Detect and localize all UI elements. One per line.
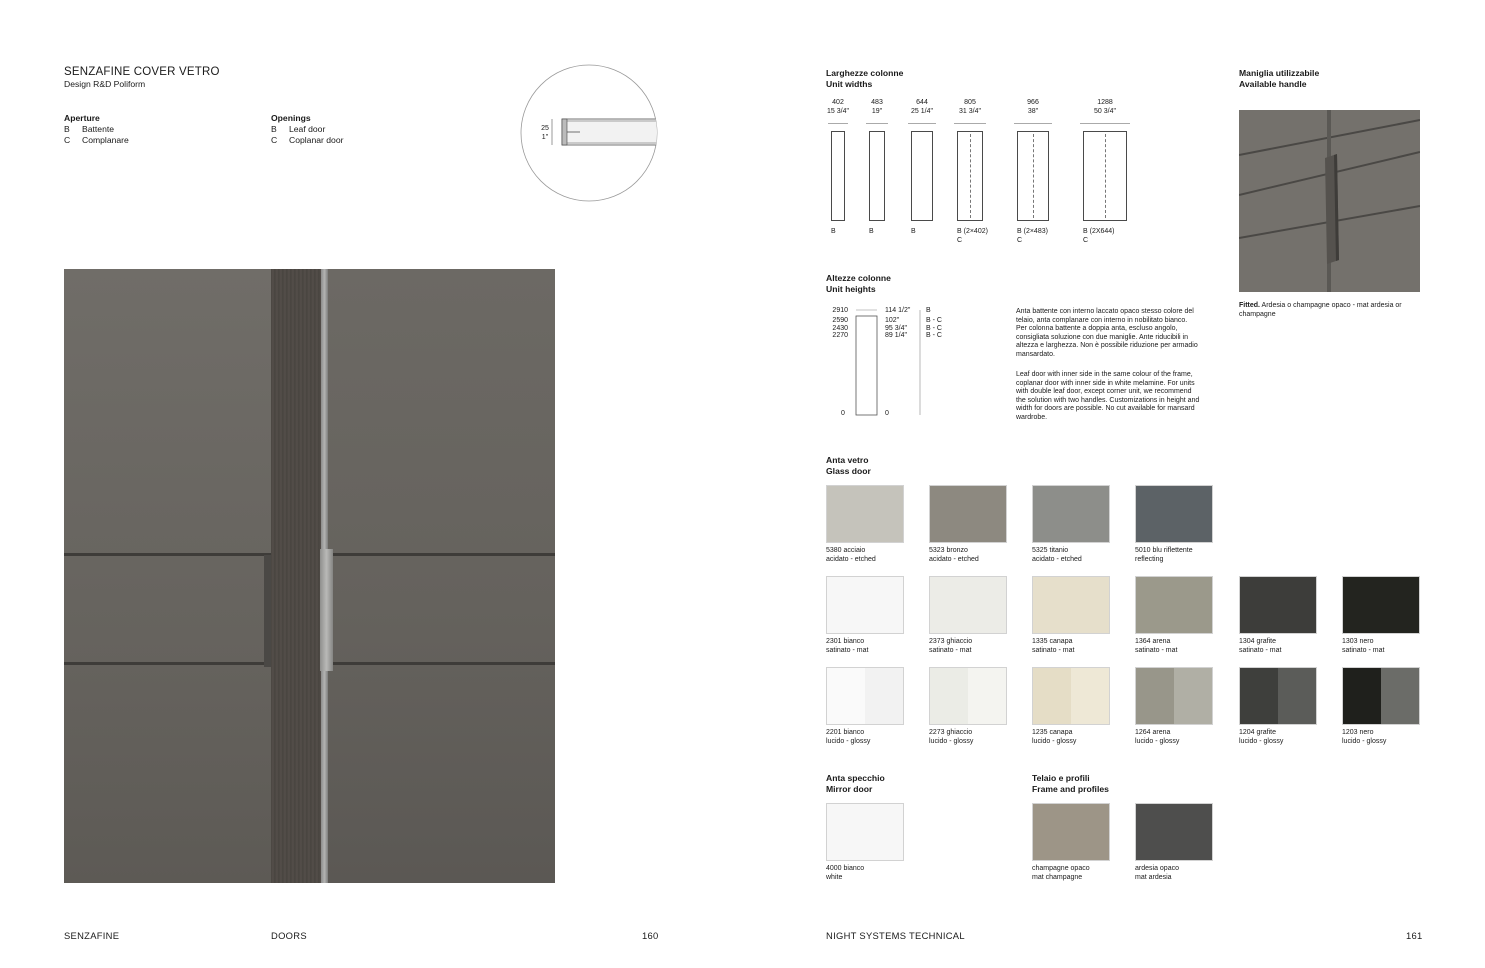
swatch-label-line2: satinato - mat xyxy=(826,646,869,654)
unit-width-inch: 15 3/4" xyxy=(827,107,849,115)
fabric-strip xyxy=(271,269,321,883)
mirror-door-heading: Anta specchio Mirror door xyxy=(826,773,885,794)
color-swatch xyxy=(826,485,904,543)
swatch-label xyxy=(1135,729,1231,746)
unit-code-primary: B (2×483) xyxy=(1017,228,1048,235)
swatch-label-line2: mat ardesia xyxy=(1135,873,1172,881)
handle-heading: Maniglia utilizzabile Available handle xyxy=(1239,68,1320,89)
unit-width-dimension xyxy=(899,99,945,116)
color-swatch xyxy=(1342,576,1420,634)
unit-width-mm: 805 xyxy=(964,99,976,106)
panel-groove xyxy=(328,553,555,556)
unit-widths-heading: Larghezze colonne Unit widths xyxy=(826,68,904,89)
color-swatch xyxy=(1032,485,1110,543)
unit-width-dimension xyxy=(1010,99,1056,116)
color-swatch xyxy=(929,667,1007,725)
panel-groove xyxy=(328,662,555,665)
unit-width-inch: 50 3/4" xyxy=(1094,107,1116,115)
door-split-line xyxy=(1105,134,1106,218)
height-mm-list: 2910 2590 2430 2270 xyxy=(832,307,848,339)
color-swatch xyxy=(1032,576,1110,634)
swatch-label-line1: 2201 bianco xyxy=(826,729,865,736)
swatch-label-line2: satinato - mat xyxy=(1342,646,1385,654)
swatch-label-line1: 2273 ghiaccio xyxy=(929,729,973,736)
dimension-line xyxy=(1080,123,1130,124)
color-swatch xyxy=(1032,667,1110,725)
unit-code-primary: B xyxy=(831,228,836,235)
height-zero-mm: 0 xyxy=(841,410,845,417)
footer-section: SENZAFINE xyxy=(64,930,120,941)
unit-code-secondary: C xyxy=(1017,236,1023,244)
openings-item: B Leaf door xyxy=(271,124,326,134)
door-handle xyxy=(320,549,333,671)
color-swatch xyxy=(1239,576,1317,634)
color-swatch xyxy=(1135,485,1213,543)
page-number: 160 xyxy=(642,930,659,941)
unit-width-dimension xyxy=(947,99,993,116)
swatch-label xyxy=(929,547,1025,564)
swatch-label-line1: 5380 acciaio xyxy=(826,547,866,554)
panel-groove xyxy=(64,662,271,665)
unit-opening-code xyxy=(831,228,836,237)
swatch-label-line1: 1364 arena xyxy=(1135,638,1171,645)
unit-column-drawing xyxy=(957,131,983,221)
glossy-swatch-half xyxy=(1033,668,1071,724)
unit-width-inch: 31 3/4" xyxy=(959,107,981,115)
swatch-label-line1: 1335 canapa xyxy=(1032,638,1073,645)
unit-code-primary: B (2X644) xyxy=(1083,228,1115,235)
swatch-label-line1: champagne opaco xyxy=(1032,865,1090,872)
handle-caption: Fitted. Ardesia o champagne opaco - mat ardesia or champagne xyxy=(1239,302,1402,318)
unit-opening-code xyxy=(911,228,916,237)
openings-heading: Openings xyxy=(271,113,311,123)
aperture-heading: Aperture xyxy=(64,113,100,123)
swatch-label-line2: lucido - glossy xyxy=(929,737,974,745)
color-swatch xyxy=(1135,803,1213,861)
swatch-label xyxy=(826,729,922,746)
design-credit: Design R&D Poliform xyxy=(64,79,146,89)
swatch-label-line2: acidato - etched xyxy=(929,555,979,563)
color-swatch xyxy=(1239,667,1317,725)
door-handle xyxy=(264,555,271,667)
unit-width-mm: 483 xyxy=(871,99,883,106)
swatch-label-line1: 5325 titanio xyxy=(1032,547,1069,554)
color-swatch xyxy=(1032,803,1110,861)
aperture-item: B Battente xyxy=(64,124,115,134)
dimension-line xyxy=(828,123,848,124)
swatch-label xyxy=(826,638,922,655)
aperture-item: C Complanare xyxy=(64,135,129,145)
unit-opening-code xyxy=(1017,228,1048,245)
height-zero-in: 0 xyxy=(885,410,889,417)
unit-width-mm: 644 xyxy=(916,99,928,106)
swatch-label-line1: 5323 bronzo xyxy=(929,547,968,554)
unit-column-drawing xyxy=(1083,131,1127,221)
height-inch-list: 114 1/2" 102" 95 3/4" 89 1/4" xyxy=(885,307,911,339)
swatch-label-line2: reflecting xyxy=(1135,555,1164,563)
dimension-line xyxy=(908,123,936,124)
aperture-list xyxy=(64,113,129,146)
color-swatch xyxy=(929,576,1007,634)
swatch-label xyxy=(929,729,1025,746)
swatch-label-line2: white xyxy=(826,873,843,881)
profile-detail-circle xyxy=(520,64,658,202)
swatch-label-line2: satinato - mat xyxy=(929,646,972,654)
swatch-label xyxy=(826,865,922,882)
footer-section: NIGHT SYSTEMS TECHNICAL xyxy=(826,930,965,941)
right-door-panel xyxy=(328,269,555,883)
height-code-list: B B - C B - C B - C xyxy=(926,307,942,339)
unit-code-primary: B xyxy=(911,228,916,235)
swatch-label-line2: lucido - glossy xyxy=(1032,737,1077,745)
swatch-label xyxy=(1135,638,1231,655)
swatch-label-line2: lucido - glossy xyxy=(826,737,871,745)
product-title: SENZAFINE COVER VETRO xyxy=(64,66,220,78)
unit-opening-code xyxy=(957,228,988,245)
swatch-label xyxy=(1239,729,1335,746)
unit-width-mm: 966 xyxy=(1027,99,1039,106)
color-swatch xyxy=(826,803,904,861)
swatch-label xyxy=(1239,638,1335,655)
product-photo xyxy=(64,269,555,883)
swatch-label-line1: 1203 nero xyxy=(1342,729,1374,736)
panel-groove xyxy=(64,553,271,556)
swatch-label-line2: acidato - etched xyxy=(1032,555,1082,563)
unit-column-drawing xyxy=(911,131,933,221)
unit-opening-code xyxy=(1083,228,1115,245)
swatch-label-line2: satinato - mat xyxy=(1032,646,1075,654)
swatch-label-line1: 1264 arena xyxy=(1135,729,1171,736)
swatch-label-line2: lucido - glossy xyxy=(1342,737,1387,745)
glossy-swatch-half xyxy=(930,668,968,724)
frame-heading: Telaio e profili Frame and profiles xyxy=(1032,773,1109,794)
glossy-swatch-half xyxy=(1240,668,1278,724)
swatch-label xyxy=(1135,547,1231,564)
swatch-label xyxy=(1032,638,1128,655)
unit-opening-code xyxy=(869,228,874,237)
unit-width-dimension xyxy=(854,99,900,116)
glossy-swatch-half xyxy=(1343,668,1381,724)
swatch-label-line2: lucido - glossy xyxy=(1239,737,1284,745)
door-split-line xyxy=(970,134,971,218)
openings-list xyxy=(271,113,343,146)
swatch-label-line2: mat champagne xyxy=(1032,873,1083,881)
swatch-label xyxy=(826,547,922,564)
swatch-label-line1: 1304 grafite xyxy=(1239,638,1276,645)
swatch-label xyxy=(929,638,1025,655)
glossy-swatch-half xyxy=(1136,668,1174,724)
swatch-label-line1: 2373 ghiaccio xyxy=(929,638,973,645)
unit-column-drawing xyxy=(1017,131,1049,221)
handle-drawing xyxy=(1239,110,1420,292)
color-swatch xyxy=(1342,667,1420,725)
left-door-panel xyxy=(64,269,271,883)
unit-width-inch: 38" xyxy=(1027,107,1039,115)
swatch-label-line1: 1204 grafite xyxy=(1239,729,1276,736)
unit-width-dimension xyxy=(1082,99,1128,116)
swatch-label xyxy=(1342,729,1438,746)
unit-width-inch: 25 1/4" xyxy=(911,107,933,115)
description-italian: Anta battente con interno laccato opaco stesso colore del telaio, anta complanare con interno in nobilitato bianco. Per colonna battente a doppia anta, escluso angolo, consigliata soluzione con due maniglie. Ante riducibili in altezza e larghezza. Non è possibile riduzione per armadio mansardato. xyxy=(1016,308,1198,358)
unit-column-drawing xyxy=(869,131,885,221)
color-swatch xyxy=(1135,667,1213,725)
unit-code-primary: B xyxy=(869,228,874,235)
swatch-label-line1: 1235 canapa xyxy=(1032,729,1073,736)
unit-column-drawing xyxy=(831,131,845,221)
unit-code-secondary: C xyxy=(957,236,963,244)
footer-category: DOORS xyxy=(271,930,307,941)
swatch-label-line1: 1303 nero xyxy=(1342,638,1374,645)
unit-width-mm: 402 xyxy=(832,99,844,106)
swatch-label-line2: satinato - mat xyxy=(1135,646,1178,654)
height-drawing xyxy=(850,305,930,420)
dimension-line xyxy=(1014,123,1052,124)
swatch-label xyxy=(1032,547,1128,564)
color-swatch xyxy=(929,485,1007,543)
swatch-label xyxy=(1342,638,1438,655)
unit-width-mm: 1288 xyxy=(1097,99,1113,106)
color-swatch xyxy=(1135,576,1213,634)
glass-door-heading: Anta vetro Glass door xyxy=(826,455,871,476)
dimension-line xyxy=(866,123,888,124)
swatch-label xyxy=(1032,865,1128,882)
swatch-label xyxy=(1135,865,1231,882)
swatch-label-line1: ardesia opaco xyxy=(1135,865,1179,872)
page-number: 161 xyxy=(1406,930,1423,941)
color-swatch xyxy=(826,576,904,634)
color-swatch xyxy=(826,667,904,725)
swatch-label-line2: satinato - mat xyxy=(1239,646,1282,654)
dimension-line xyxy=(954,123,986,124)
swatch-label-line1: 5010 blu riflettente xyxy=(1135,547,1193,554)
swatch-label-line1: 4000 bianco xyxy=(826,865,865,872)
swatch-label-line2: acidato - etched xyxy=(826,555,876,563)
swatch-label xyxy=(1032,729,1128,746)
unit-code-secondary: C xyxy=(1083,236,1089,244)
swatch-label-line2: lucido - glossy xyxy=(1135,737,1180,745)
unit-code-primary: B (2×402) xyxy=(957,228,988,235)
detail-dimension: 25 1" xyxy=(541,125,549,141)
openings-item: C Coplanar door xyxy=(271,135,344,145)
unit-width-inch: 19" xyxy=(871,107,883,115)
handle-photo xyxy=(1239,110,1420,292)
glossy-swatch-half xyxy=(827,668,865,724)
description-english: Leaf door with inner side in the same colour of the frame, coplanar door with inner side in white melamine. For units with double leaf door, except corner unit, we recommend the solution with two handles. Customizations in height and width for doors are possible. No cut available for mansard wardrobe. xyxy=(1016,371,1200,421)
unit-heights-heading: Altezze colonne Unit heights xyxy=(826,273,891,294)
swatch-label-line1: 2301 bianco xyxy=(826,638,865,645)
door-split-line xyxy=(1033,134,1034,218)
